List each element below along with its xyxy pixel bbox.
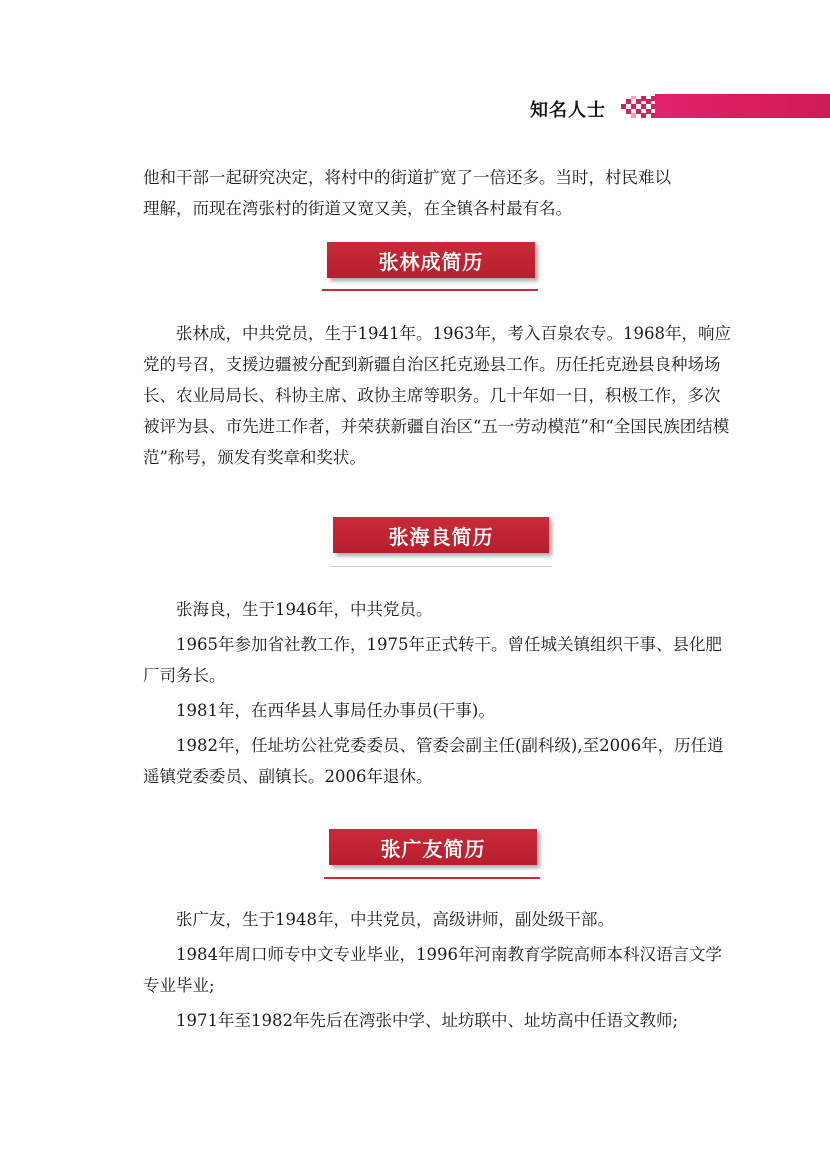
header-accent-bar	[655, 94, 830, 118]
body-paragraph: 1982年，任址坊公社党委委员、管委会副主任(副科级),至2006年，历任逍遥镇党委委员、副镇长。2006年退休。	[143, 736, 724, 786]
section-title: 张海良简历	[388, 524, 494, 549]
body-paragraph: 张海良，生于1946年，中共党员。	[176, 600, 433, 619]
section-underline	[324, 877, 540, 879]
intro-line: 理解，而现在湾张村的街道又宽又美，在全镇各村最有名。	[143, 199, 572, 218]
section-underline	[330, 566, 552, 567]
section-body	[143, 904, 733, 1036]
section-body	[143, 594, 733, 792]
body-paragraph: 1984年周口师专中文专业毕业，1996年河南教育学院高师本科汉语言文学专业毕业;	[143, 945, 722, 995]
section-underline	[322, 289, 538, 291]
section-body	[143, 318, 733, 473]
body-paragraph: 张广友，生于1948年，中共党员，高级讲师，副处级干部。	[176, 910, 614, 929]
body-paragraph: 1981年，在西华县人事局任办事员(干事)。	[176, 701, 495, 720]
body-paragraph: 张林成，中共党员，生于1941年。1963年，考入百泉农专。1968年，响应党的号召，支援边疆被分配到新疆自治区托克逊县工作。历任托克逊县良种场场长、农业局局长、科协主席、政协主席等职务。几十年如一日，积极工作，多次被评为县、市先进工作者，并荣获新疆自治区“五一劳动模范”和“全国民族团结模范”称号，颁发有奖章和奖状。	[143, 324, 731, 467]
section-heading	[327, 242, 535, 278]
page-header-title: 知名人士	[530, 100, 606, 121]
body-paragraph: 1971年至1982年先后在湾张中学、址坊联中、址坊高中任语文教师;	[176, 1011, 679, 1030]
section-title: 张林成简历	[378, 249, 484, 274]
section-heading	[333, 517, 549, 553]
body-paragraph: 1965年参加省社教工作，1975年正式转干。曾任城关镇组织干事、县化肥厂司务长。	[143, 635, 722, 685]
section-heading	[329, 829, 537, 865]
intro-paragraph	[143, 162, 733, 224]
section-title: 张广友简历	[380, 836, 486, 861]
intro-line: 他和干部一起研究决定，将村中的街道扩宽了一倍还多。当时，村民难以	[143, 168, 671, 187]
